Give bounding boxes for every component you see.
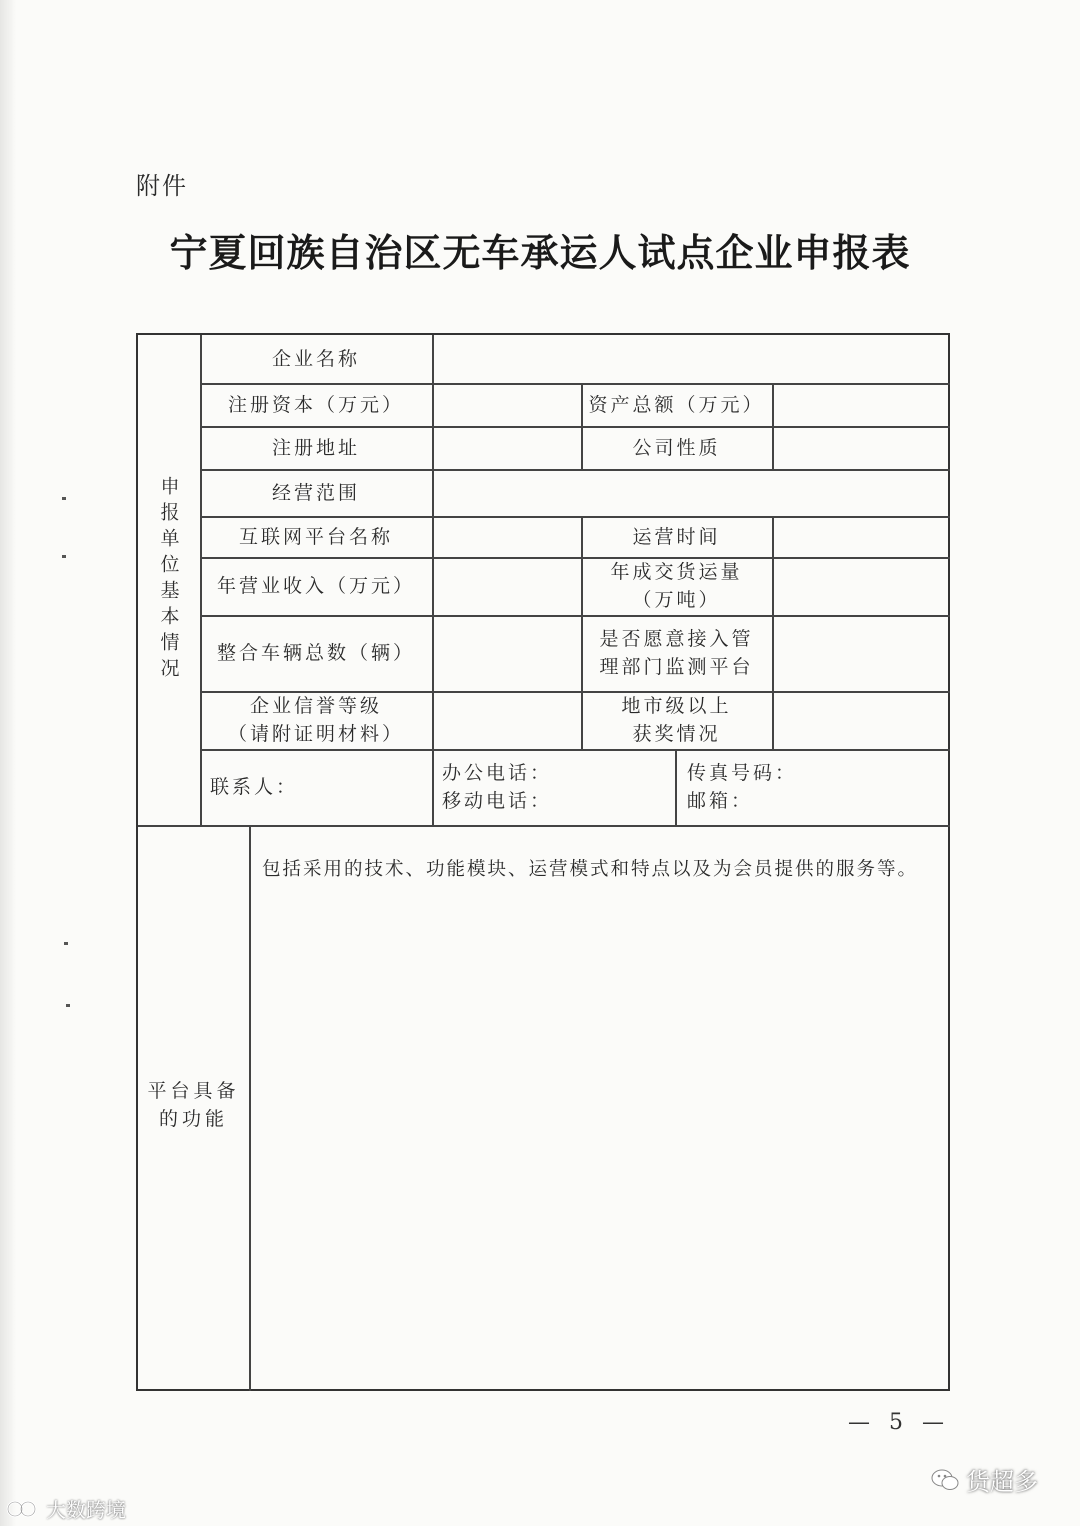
label-credit-line2: （请附证明材料） xyxy=(227,723,404,745)
label-operating-time: 运营时间 xyxy=(632,525,721,548)
rule xyxy=(138,825,950,827)
function-description-note: 包括采用的技术、功能模块、运营模式和特点以及为会员提供的服务等。 xyxy=(262,859,919,880)
fax-email-block xyxy=(687,749,950,825)
attachment-label: 附件 xyxy=(136,172,188,200)
scan-speck xyxy=(64,942,68,945)
rule xyxy=(772,383,774,469)
section-functions-line2: 的功能 xyxy=(158,1108,228,1130)
label-annual-freight-line1: 年成交货运量 xyxy=(610,561,743,583)
label-annual-revenue: 年营业收入（万元） xyxy=(216,575,415,597)
scan-speck xyxy=(62,497,66,500)
watermark-right xyxy=(930,1462,1038,1497)
scan-speck xyxy=(66,1004,70,1007)
label-mobile-phone: 移动电话： xyxy=(442,790,553,812)
label-credit-line1: 企业信誉等级 xyxy=(249,695,382,717)
label-monitoring-line1: 是否愿意接入管 xyxy=(599,628,754,650)
scan-speck xyxy=(62,555,66,558)
label-registered-capital: 注册资本（万元） xyxy=(227,393,404,416)
rule xyxy=(249,825,251,1391)
label-contact: 联系人： xyxy=(210,776,299,798)
label-awards xyxy=(581,691,772,749)
label-registered-address: 注册地址 xyxy=(271,436,360,459)
label-email: 邮箱： xyxy=(687,790,754,812)
label-company-name: 企业名称 xyxy=(271,348,360,370)
label-monitoring-line2: 理部门监测平台 xyxy=(599,656,754,678)
label-total-assets: 资产总额（万元） xyxy=(588,393,765,416)
section-platform-functions xyxy=(138,1075,249,1135)
document-title: 宁夏回族自治区无车承运人试点企业申报表 xyxy=(169,230,911,275)
label-awards-line1: 地市级以上 xyxy=(621,695,732,717)
application-form xyxy=(136,333,950,1391)
section-basic-info xyxy=(138,335,200,825)
label-platform-name: 互联网平台名称 xyxy=(238,525,393,548)
label-annual-freight-line2: （万吨） xyxy=(632,589,721,611)
rule xyxy=(675,749,677,825)
label-office-phone: 办公电话： xyxy=(442,762,553,784)
section-functions-line1: 平台具备 xyxy=(147,1080,240,1102)
section-basic-info-label: 申报单位基本情况 xyxy=(157,476,180,684)
rule xyxy=(772,516,774,749)
watermark-logo-icon xyxy=(6,1499,40,1519)
watermark-left-text: 大数跨境 xyxy=(46,1498,126,1522)
label-annual-freight xyxy=(581,557,772,615)
phone-block xyxy=(442,749,675,825)
label-business-scope: 经营范围 xyxy=(271,481,360,504)
label-fax: 传真号码： xyxy=(687,762,798,784)
rule xyxy=(432,335,434,825)
label-integrated-vehicles: 整合车辆总数（辆） xyxy=(216,642,415,664)
label-monitoring-platform xyxy=(581,615,772,691)
wechat-icon xyxy=(930,1467,960,1493)
watermark-left xyxy=(6,1494,126,1523)
label-credit-rating xyxy=(200,691,432,749)
page-number: — 5 — xyxy=(848,1410,950,1435)
label-company-nature: 公司性质 xyxy=(632,436,721,459)
watermark-right-text: 货超多 xyxy=(966,1468,1038,1496)
label-awards-line2: 获奖情况 xyxy=(632,723,721,745)
